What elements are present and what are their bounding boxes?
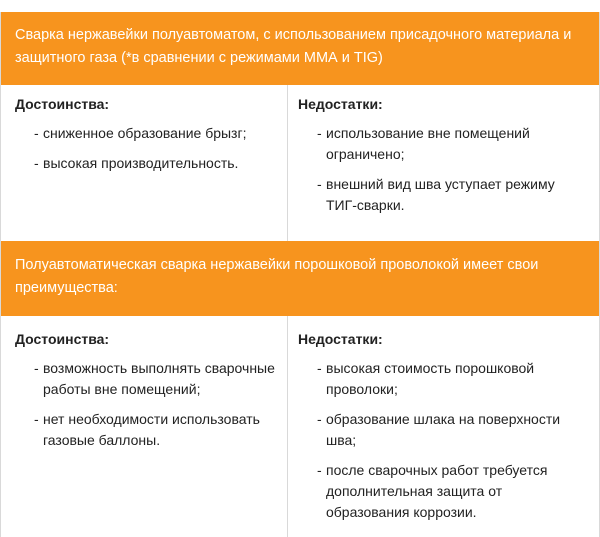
list-item-text: сниженное образование брызг; — [43, 125, 247, 141]
section-1-pros-list — [1, 123, 287, 174]
section-1-row — [1, 85, 599, 241]
section-1-cons-list — [288, 123, 599, 216]
section-1-cons-cell — [287, 85, 599, 241]
dash-marker: - — [317, 125, 322, 141]
dash-marker: - — [34, 125, 39, 141]
list-item-text: образование шлака на поверхности шва; — [326, 411, 561, 448]
section-2-row — [1, 316, 599, 537]
dash-marker: - — [34, 411, 39, 427]
section-2-cons-list — [288, 358, 599, 523]
list-item — [288, 409, 599, 451]
list-item — [288, 123, 599, 165]
dash-marker: - — [34, 360, 39, 376]
top-strip — [0, 0, 600, 12]
dash-marker: - — [317, 176, 322, 192]
list-item-text: высокая стоимость порошковой проволоки; — [326, 360, 535, 397]
list-item — [1, 358, 287, 400]
list-item-text: после сварочных работ требуется дополнительная защита от образования коррозии. — [326, 462, 548, 520]
comparison-table — [0, 12, 600, 537]
list-item — [1, 123, 287, 144]
list-item-text: внешний вид шва уступает режиму ТИГ-сварки. — [326, 176, 555, 213]
dash-marker: - — [317, 360, 322, 376]
section-2-pros-cell — [1, 316, 287, 537]
list-item-text: использование вне помещений ограничено; — [326, 125, 530, 162]
section-1-cons-title: Недостатки: — [298, 96, 383, 112]
section-2-cons-title: Недостатки: — [298, 331, 383, 347]
list-item-text: возможность выполнять сварочные работы вне помещений; — [43, 360, 275, 397]
section-1-pros-cell — [1, 85, 287, 241]
section-1-pros-title: Достоинства: — [15, 96, 110, 112]
list-item — [288, 460, 599, 523]
dash-marker: - — [317, 411, 322, 427]
section-2-header: Полуавтоматическая сварка нержавейки порошковой проволокой имеет свои преимущества: — [1, 241, 599, 316]
section-1-header: Сварка нержавейки полуавтоматом, с использованием присадочного материала и защитного газа (*в сравнении с режимами ММА и TIG) — [1, 12, 599, 85]
dash-marker: - — [34, 155, 39, 171]
list-item-text: нет необходимости использовать газовые баллоны. — [43, 411, 260, 448]
list-item — [1, 153, 287, 174]
list-item-text: высокая производительность. — [43, 155, 239, 171]
dash-marker: - — [317, 462, 322, 478]
section-2-pros-list — [1, 358, 287, 451]
section-2-pros-title: Достоинства: — [15, 331, 110, 347]
list-item — [288, 358, 599, 400]
section-2-cons-cell — [287, 316, 599, 537]
list-item — [1, 409, 287, 451]
list-item — [288, 174, 599, 216]
